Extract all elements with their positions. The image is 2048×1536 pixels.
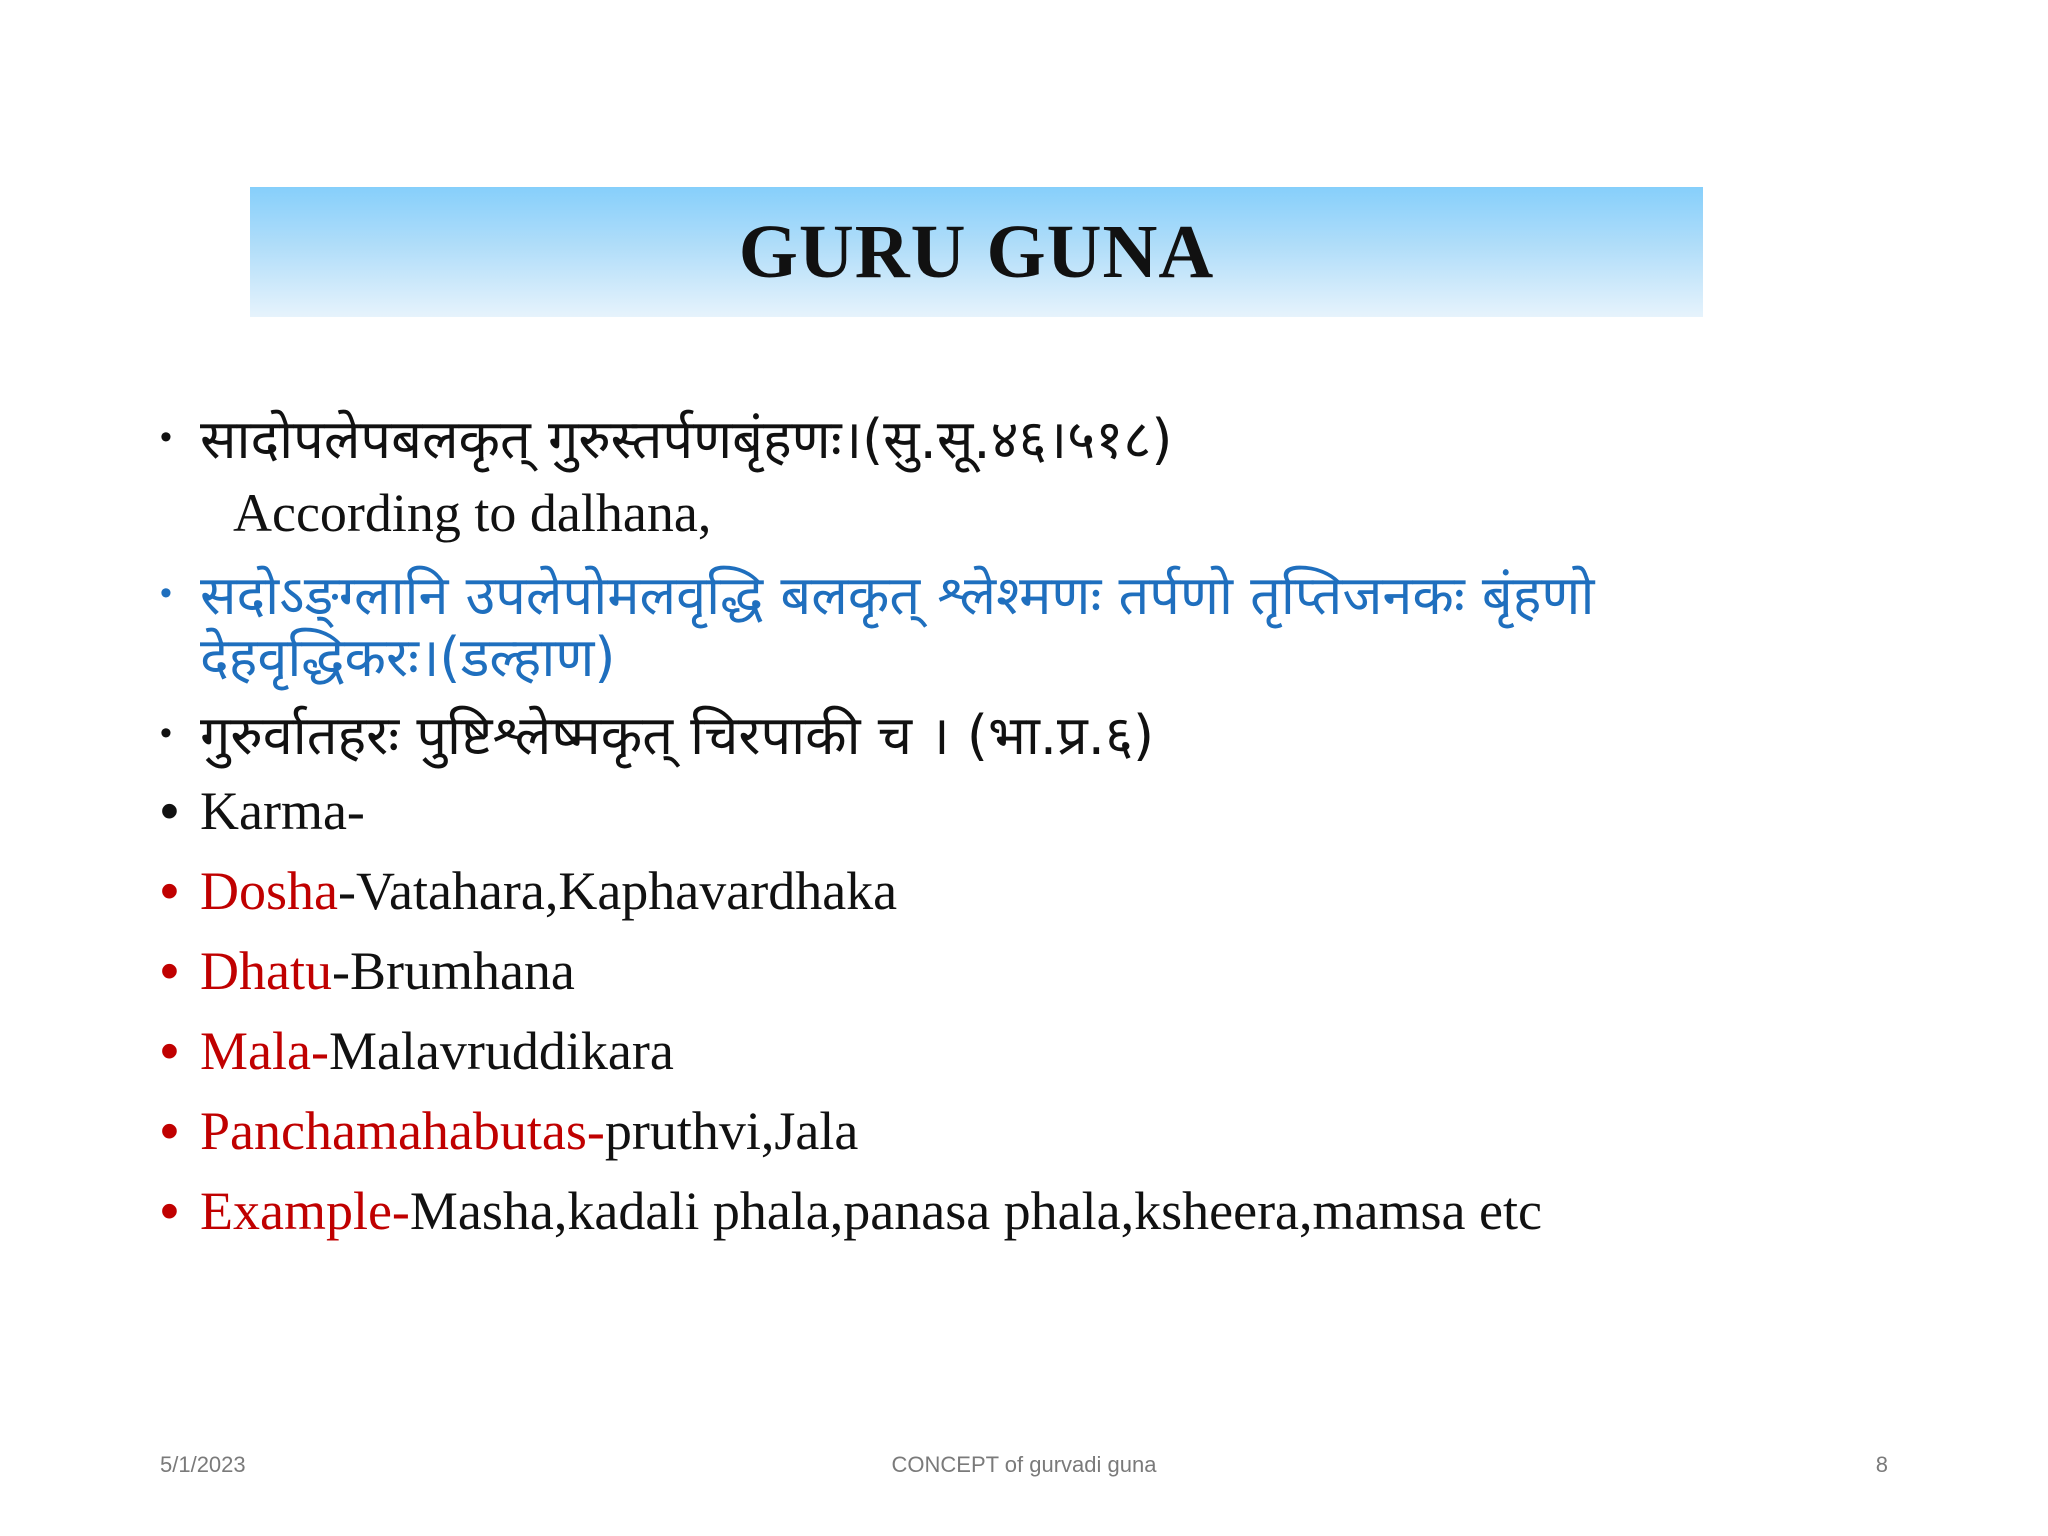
bullet-glyph: • [160,418,172,456]
dalhana-quote-line-2: देहवृद्धिकरः।(डल्हाण) [200,626,616,689]
dalhana-intro-text: According to dalhana, [233,483,712,543]
mala-value: Malavruddikara [328,1021,674,1081]
mala-label: Mala- [200,1021,329,1081]
example-value: Masha,kadali phala,panasa phala,ksheera,mamsa etc [409,1181,1542,1241]
bullet-item-karma [160,780,365,842]
bullet-item-panchamahabutas [160,1100,858,1162]
panchamahabutas-value: pruthvi,Jala [604,1101,859,1161]
dalhana-quote-line-1: सदोऽङ्ग्लानि उपलेपोमलवृद्धि बलकृत् श्लेश्मणः तर्पणो तृप्तिजनकः बृंहणो [200,564,1595,627]
bullet-glyph: • [160,861,179,921]
footer-title: CONCEPT of gurvadi guna [891,1452,1157,1477]
footer-page-number: 8 [1875,1452,1888,1477]
dosha-value: -Vatahara,Kaphavardhaka [337,861,898,921]
bullet-glyph: • [160,574,172,612]
bullet-item-sushruta-quote [160,400,1172,474]
example-label: Example- [200,1181,410,1241]
dhatu-value: -Brumhana [331,941,575,1001]
bullet-item-mala [160,1020,674,1082]
dhatu-label: Dhatu [200,941,332,1001]
slide-title: GURU GUNA [738,209,1215,294]
bullet-item-bhavaprakasha-quote [160,696,1154,770]
bullet-glyph: • [160,714,172,752]
bullet-glyph: • [160,941,179,1001]
bullet-glyph: • [160,1101,179,1161]
footer-date: 5/1/2023 [160,1452,246,1477]
bullet-glyph: • [160,1021,179,1081]
dalhana-quote-line-2-wrap [200,618,615,692]
bhavaprakasha-quote-text: गुरुर्वातहरः पुष्टिश्लेष्मकृत् चिरपाकी च । (भा.प्र.६) [200,704,1155,767]
bullet-glyph: • [160,781,179,841]
panchamahabutas-label: Panchamahabutas- [200,1101,605,1161]
bullet-item-example [160,1180,1542,1242]
sushruta-quote-text: सादोपलेपबलकृत् गुरुस्तर्पणबृंहणः।(सु.सू.४६।५१८) [200,408,1173,471]
title-banner [250,187,1703,317]
karma-text: Karma- [200,781,365,841]
dosha-label: Dosha [200,861,338,921]
bullet-item-dhatu [160,940,575,1002]
bullet-item-dosha [160,860,897,922]
bullet-glyph: • [160,1181,179,1241]
